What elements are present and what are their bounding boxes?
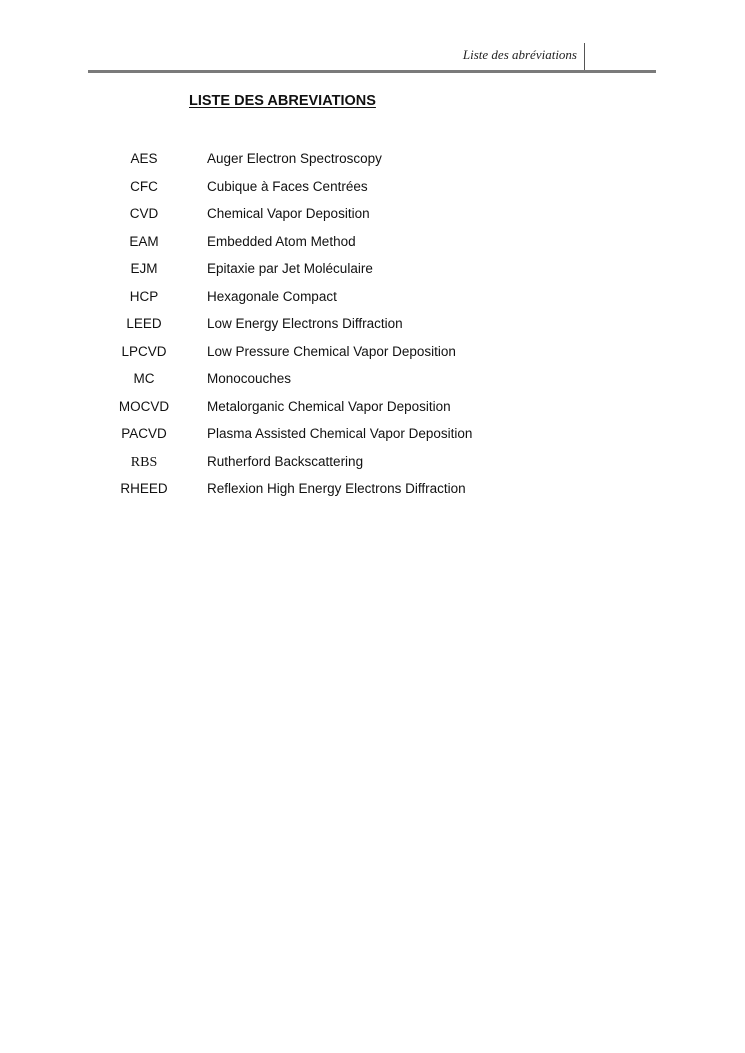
abbreviation-term: RBS [130, 454, 158, 470]
abbreviation-term: EJM [130, 261, 158, 276]
abbreviation-term: LEED [126, 316, 162, 331]
abbreviation-row [112, 205, 532, 233]
abbreviation-definition: Auger Electron Spectroscopy [207, 151, 382, 166]
abbreviation-term: PACVD [121, 426, 167, 441]
abbreviation-definition: Plasma Assisted Chemical Vapor Deposition [207, 426, 473, 441]
abbreviation-definition: Monocouches [207, 371, 292, 386]
abbreviation-row [112, 178, 532, 206]
abbreviation-term: EAM [129, 233, 159, 249]
abbreviation-term: CFC [130, 178, 158, 194]
abbreviation-definition: Reflexion High Energy Electrons Diffraction [207, 481, 466, 496]
abbreviation-row [112, 260, 532, 288]
abbreviation-term: AES [130, 151, 158, 166]
abbreviation-row [112, 343, 532, 371]
page-title: LISTE DES ABREVIATIONS [189, 93, 376, 109]
abbreviation-row [112, 398, 532, 426]
abbreviation-definition: Epitaxie par Jet Moléculaire [207, 261, 373, 276]
abbreviation-list [112, 150, 532, 508]
abbreviation-row [112, 315, 532, 343]
abbreviation-definition: Cubique à Faces Centrées [207, 178, 368, 194]
abbreviation-row [112, 480, 532, 508]
abbreviation-row [112, 288, 532, 316]
abbreviation-row [112, 233, 532, 261]
header-vertical-rule [584, 43, 585, 72]
abbreviation-definition: Metalorganic Chemical Vapor Deposition [207, 398, 451, 414]
abbreviation-term: HCP [129, 288, 159, 304]
abbreviation-definition: Low Energy Electrons Diffraction [207, 316, 403, 331]
abbreviation-definition: Embedded Atom Method [207, 233, 356, 249]
abbreviation-row [112, 453, 532, 481]
abbreviation-row [112, 370, 532, 398]
abbreviation-term: CVD [129, 206, 159, 221]
header-horizontal-rule [88, 70, 656, 73]
abbreviation-term: MC [133, 371, 155, 386]
abbreviation-definition: Chemical Vapor Deposition [207, 206, 370, 221]
running-header-title: Liste des abréviations [462, 47, 577, 62]
abbreviation-definition: Rutherford Backscattering [207, 453, 364, 469]
abbreviation-term: LPCVD [121, 343, 167, 359]
abbreviation-term: MOCVD [118, 398, 170, 414]
abbreviation-definition: Hexagonale Compact [207, 288, 337, 304]
abbreviation-definition: Low Pressure Chemical Vapor Deposition [207, 343, 456, 359]
abbreviation-term: RHEED [120, 481, 168, 496]
abbreviation-row [112, 150, 532, 178]
abbreviation-row [112, 425, 532, 453]
